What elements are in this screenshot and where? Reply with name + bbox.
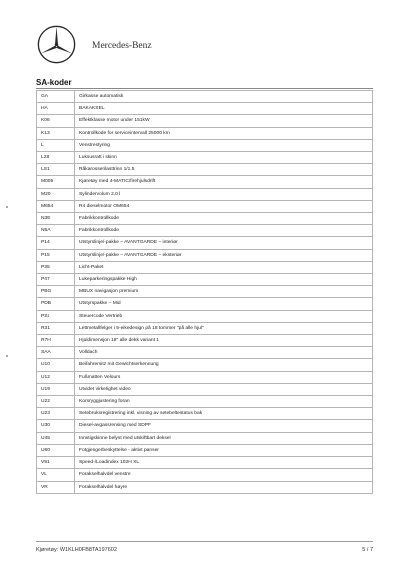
page-number: 5 / 7 [362, 547, 373, 553]
sa-description-cell: Fotgjengerbeskyttelse - aktivt panser [75, 444, 373, 456]
table-row [37, 261, 373, 273]
table-row [37, 274, 373, 286]
sa-description-cell: Luksusratt i skinn [75, 152, 373, 164]
sa-description-cell: Effektklasse motor under 151kW [75, 115, 373, 127]
table-row [37, 188, 373, 200]
table-row [37, 213, 373, 225]
sa-description-cell: Beifahrersitz mit Gewichtserkennung [75, 359, 373, 371]
sa-code-cell: K06 [37, 115, 75, 127]
table-row [37, 139, 373, 151]
margin-mark [6, 355, 8, 357]
sa-description-cell: R4 dieselmotor OM654 [75, 200, 373, 212]
table-row [37, 347, 373, 359]
sa-code-cell: U23 [37, 408, 75, 420]
sa-code-cell: M654 [37, 200, 75, 212]
sa-code-cell: U60 [37, 444, 75, 456]
sa-code-cell: U22 [37, 396, 75, 408]
table-row [37, 200, 373, 212]
sa-description-cell: Utstyrslinje/-pakke – AVANTGARDE – eksteriør [75, 249, 373, 261]
table-row [37, 152, 373, 164]
sa-codes-table [36, 90, 373, 494]
sa-description-cell: Kjøretøy med 4-MATIC/firehjulsdrift [75, 176, 373, 188]
table-row [37, 457, 373, 469]
sa-description-cell: Girkasse automatisk [75, 91, 373, 103]
sa-code-cell: VL [37, 469, 75, 481]
sa-description-cell: Korsryggjustering foran [75, 396, 373, 408]
sa-description-cell: Lukeparkeringspakke High [75, 274, 373, 286]
sa-code-cell: PSI [37, 310, 75, 322]
sa-code-cell: M20 [37, 188, 75, 200]
sa-description-cell: Fabrikkontrollkode [75, 225, 373, 237]
sa-description-cell: MBUX navigasjon premium [75, 286, 373, 298]
table-row [37, 420, 373, 432]
sa-description-cell: Lettmetallfelger i 5-eikedesign på 18 tommer "på alle hjul" [75, 322, 373, 334]
sa-description-cell: Innstigskinne belyst med utskiftbart deksel [75, 432, 373, 444]
sa-code-cell: HA [37, 103, 75, 115]
table-row [37, 310, 373, 322]
vehicle-id: Kjøretøy: W1KLH0FB8TA197602 [36, 547, 117, 553]
sa-code-cell: VR [37, 481, 75, 493]
sa-code-cell: K13 [37, 127, 75, 139]
sa-code-cell: PDB [37, 298, 75, 310]
sa-code-cell: P15 [37, 249, 75, 261]
sa-code-cell: GA [37, 91, 75, 103]
sa-description-cell: Volldach [75, 347, 373, 359]
sa-code-cell: U19 [37, 383, 75, 395]
table-row [37, 371, 373, 383]
footer-divider [36, 541, 373, 542]
table-row [37, 115, 373, 127]
sa-description-cell: Råkarosserilasttrinn 1/1.5 [75, 164, 373, 176]
sa-description-cell: Steuercode Vertrieb [75, 310, 373, 322]
section-divider [36, 88, 373, 89]
sa-description-cell: Utstyrslinje/-pakke – AVANTGARDE – interiør [75, 237, 373, 249]
sa-code-cell: P35 [37, 261, 75, 273]
sa-description-cell: Fabrikkontrollkode [75, 213, 373, 225]
sa-description-cell: Utvidet virkelighet video [75, 383, 373, 395]
sa-description-cell: Speed-/Loadindex 102H XL [75, 457, 373, 469]
table-row [37, 127, 373, 139]
table-row [37, 396, 373, 408]
margin-mark [6, 206, 8, 208]
table-row [37, 444, 373, 456]
table-row [37, 432, 373, 444]
sa-description-cell: Forakselhalvdel venstre [75, 469, 373, 481]
table-row [37, 408, 373, 420]
sa-code-cell: PBG [37, 286, 75, 298]
sa-description-cell: Fußmatten Velours [75, 371, 373, 383]
brand-name: Mercedes-Benz [92, 41, 152, 51]
sa-description-cell: Forakselhalvdel høyre [75, 481, 373, 493]
sa-code-cell: L [37, 139, 75, 151]
table-row [37, 469, 373, 481]
sa-code-cell: N3E [37, 213, 75, 225]
table-row [37, 91, 373, 103]
table-row [37, 322, 373, 334]
sa-code-cell: R31 [37, 322, 75, 334]
sa-description-cell: Venstrestyring [75, 139, 373, 151]
mercedes-star-logo [37, 25, 76, 64]
sa-description-cell: Utstyrspakke – Mid [75, 298, 373, 310]
sa-code-cell: P14 [37, 237, 75, 249]
table-row [37, 164, 373, 176]
sa-code-cell: P47 [37, 274, 75, 286]
table-row [37, 249, 373, 261]
table-row [37, 298, 373, 310]
sa-code-cell: L28 [37, 152, 75, 164]
sa-description-cell: Setebruksregistrering inkl. visning av setebeltestatus bak [75, 408, 373, 420]
sa-code-cell: M005 [37, 176, 75, 188]
sa-code-cell: U45 [37, 432, 75, 444]
section-title: SA-koder [36, 78, 72, 87]
sa-description-cell: Kontrollkode for serviceintervall 25000 km [75, 127, 373, 139]
table-row [37, 481, 373, 493]
table-row [37, 359, 373, 371]
table-row [37, 176, 373, 188]
sa-code-cell: N5A [37, 225, 75, 237]
table-row [37, 383, 373, 395]
sa-description-cell: Sylindervolum 2,0 l [75, 188, 373, 200]
table-row [37, 225, 373, 237]
sa-description-cell: BAKAKSEL [75, 103, 373, 115]
sa-code-cell: U10 [37, 359, 75, 371]
sa-description-cell: Diesel-avgassrensing med SDPF [75, 420, 373, 432]
sa-code-cell: U30 [37, 420, 75, 432]
sa-description-cell: Licht-Paket [75, 261, 373, 273]
sa-code-cell: R7H [37, 335, 75, 347]
table-row [37, 103, 373, 115]
sa-code-cell: V91 [37, 457, 75, 469]
table-row [37, 286, 373, 298]
sa-code-cell: U12 [37, 371, 75, 383]
table-row [37, 335, 373, 347]
sa-code-cell: LS1 [37, 164, 75, 176]
table-row [37, 237, 373, 249]
sa-code-cell: SAA [37, 347, 75, 359]
sa-description-cell: Hjuldimensjon 18" alle dekk variant 1 [75, 335, 373, 347]
